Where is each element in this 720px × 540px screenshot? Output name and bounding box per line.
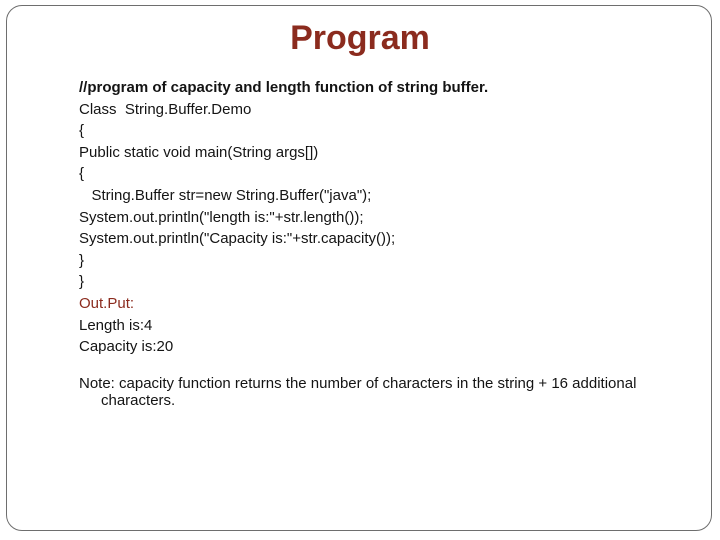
code-line: Class String.Buffer.Demo	[79, 100, 252, 118]
note-line-continued: characters.	[101, 392, 176, 409]
code-line: Public static void main(String args[])	[79, 143, 319, 161]
code-line: }	[79, 251, 85, 269]
output-heading: Out.Put:	[79, 294, 135, 312]
code-line: {	[79, 122, 85, 140]
note-text	[79, 375, 679, 409]
code-comment-line: //program of capacity and length function of string buffer.	[79, 79, 489, 96]
code-block	[79, 77, 679, 358]
code-line: }	[79, 273, 85, 291]
output-line: Capacity is:20	[79, 338, 174, 356]
code-line: System.out.println("length is:"+str.length());	[79, 208, 364, 226]
code-line: {	[79, 165, 85, 183]
note-line: Note: capacity function returns the number of characters in the string + 16 additional	[79, 375, 637, 392]
output-line: Length is:4	[79, 316, 153, 334]
code-line: System.out.println("Capacity is:"+str.capacity());	[79, 230, 396, 248]
slide-title: Program	[290, 19, 430, 57]
code-line: String.Buffer str=new String.Buffer("java");	[79, 186, 372, 204]
